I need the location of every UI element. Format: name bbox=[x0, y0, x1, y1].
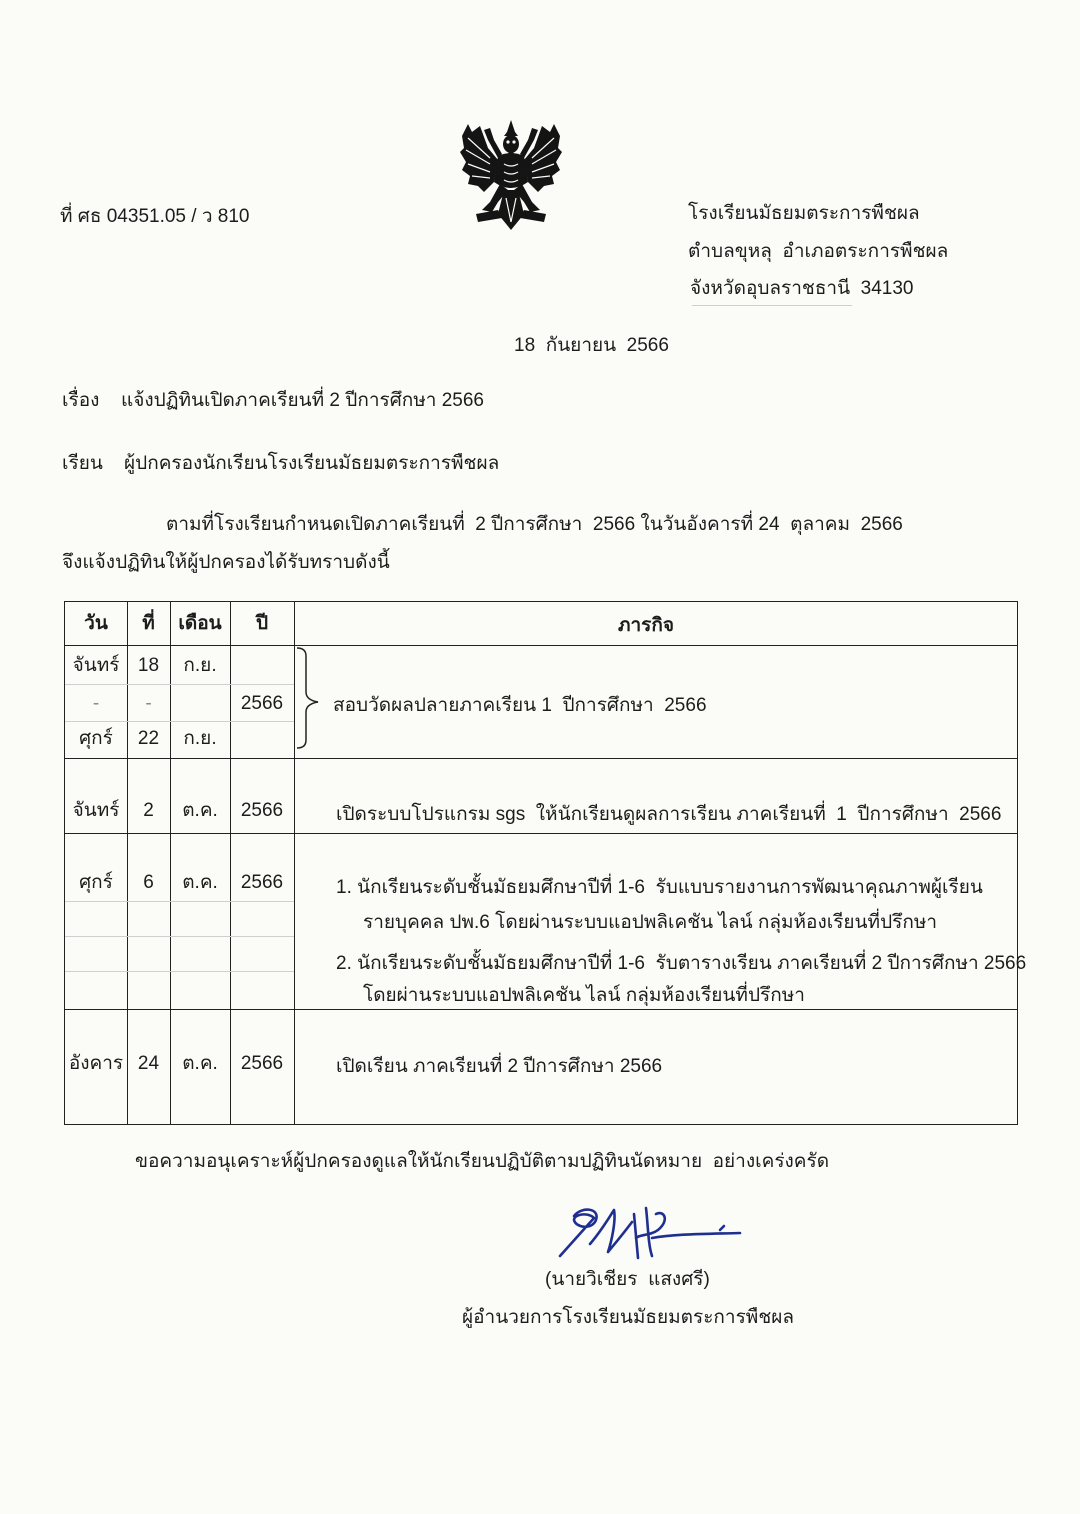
reference-number: ที่ ศธ 04351.05 / ว 810 bbox=[60, 206, 250, 227]
closing-text: ขอความอนุเคราะห์ผู้ปกครองดูแลให้นักเรียนปฏิบัติตามปฏิทินนัดหมาย อย่างเคร่งครัด bbox=[135, 1151, 830, 1172]
table-subrule bbox=[65, 971, 294, 972]
table-subrule bbox=[65, 901, 294, 902]
task-line: 2. นักเรียนระดับชั้นมัธยมศึกษาปีที่ 1-6 รับตารางเรียน ภาคเรียนที่ 2 ปีการศึกษา 2566 bbox=[336, 953, 1027, 974]
table-header-day: วัน bbox=[84, 613, 108, 634]
cell-year: 2566 bbox=[240, 1053, 284, 1074]
table-rule bbox=[170, 602, 171, 1124]
cell-month: ก.ย. bbox=[183, 728, 217, 749]
schedule-table bbox=[64, 601, 1027, 1125]
body-paragraph-line: จึงแจ้งปฏิทินให้ผู้ปกครองได้รับทราบดังนี้ bbox=[62, 552, 390, 573]
subject-label: เรื่อง bbox=[62, 390, 100, 411]
table-header-month: เดือน bbox=[178, 613, 222, 634]
subject-text: แจ้งปฏิทินเปิดภาคเรียนที่ 2 ปีการศึกษา 2566 bbox=[121, 390, 484, 411]
letter-date: 18 กันยายน 2566 bbox=[514, 335, 669, 356]
cell-day: จันทร์ bbox=[72, 800, 120, 821]
task-line: รายบุคคล ปพ.6 โดยผ่านระบบแอปพลิเคชัน ไลน์ กลุ่มห้องเรียนที่ปรึกษา bbox=[363, 912, 938, 933]
cell-month: ต.ค. bbox=[182, 1053, 218, 1074]
signatory-position: ผู้อำนวยการโรงเรียนมัธยมตระการพืชผล bbox=[462, 1307, 794, 1328]
table-rule bbox=[65, 833, 1017, 834]
table-rule bbox=[65, 758, 1017, 759]
cell-day: ศุกร์ bbox=[79, 728, 113, 749]
cell-date: 22 bbox=[137, 728, 160, 749]
table-subrule bbox=[65, 936, 294, 937]
task-line: เปิดระบบโปรแกรม sgs ให้นักเรียนดูผลการเรียน ภาคเรียนที่ 1 ปีการศึกษา 2566 bbox=[336, 804, 1002, 825]
cell-month: ต.ค. bbox=[182, 872, 218, 893]
table-rule bbox=[230, 602, 231, 1124]
sender-address-line: จังหวัดอุบลราชธานี 34130 bbox=[690, 278, 914, 299]
task-line: โดยผ่านระบบแอปพลิเคชัน ไลน์ กลุ่มห้องเรียนที่ปรึกษา bbox=[363, 985, 805, 1006]
table-subrule bbox=[65, 684, 294, 685]
garuda-emblem-icon bbox=[458, 118, 564, 238]
table-subrule bbox=[65, 721, 294, 722]
task-line: 1. นักเรียนระดับชั้นมัธยมศึกษาปีที่ 1-6 รับแบบรายงานการพัฒนาคุณภาพผู้เรียน bbox=[336, 877, 983, 898]
table-rule bbox=[127, 602, 128, 1124]
recipient-label: เรียน bbox=[62, 453, 103, 474]
address-underline bbox=[692, 305, 852, 306]
table-rule bbox=[65, 1009, 1017, 1010]
table-header-year: ปี bbox=[255, 613, 269, 634]
cell-date: 18 bbox=[137, 655, 160, 676]
body-paragraph-line: ตามที่โรงเรียนกำหนดเปิดภาคเรียนที่ 2 ปีการศึกษา 2566 ในวันอังคารที่ 24 ตุลาคม 2566 bbox=[166, 514, 903, 535]
cell-day: - bbox=[92, 693, 100, 714]
cell-day: จันทร์ bbox=[72, 655, 120, 676]
task-line: เปิดเรียน ภาคเรียนที่ 2 ปีการศึกษา 2566 bbox=[336, 1056, 663, 1077]
table-rule bbox=[65, 645, 1017, 646]
sender-address-line: โรงเรียนมัธยมตระการพืชผล bbox=[688, 203, 920, 224]
cell-month: ก.ย. bbox=[183, 655, 217, 676]
cell-year: 2566 bbox=[240, 693, 284, 714]
task-line: สอบวัดผลปลายภาคเรียน 1 ปีการศึกษา 2566 bbox=[333, 695, 707, 716]
signatory-name: (นายวิเชียร แสงศรี) bbox=[545, 1269, 710, 1290]
cell-year: 2566 bbox=[240, 872, 284, 893]
table-rule bbox=[294, 602, 295, 1124]
cell-date: 24 bbox=[137, 1053, 160, 1074]
signature bbox=[552, 1200, 747, 1262]
cell-year: 2566 bbox=[240, 800, 284, 821]
table-header-date: ที่ bbox=[142, 613, 155, 634]
recipient-text: ผู้ปกครองนักเรียนโรงเรียนมัธยมตระการพืชผล bbox=[124, 453, 500, 474]
brace-icon bbox=[296, 646, 324, 750]
cell-date: 6 bbox=[143, 872, 154, 893]
sender-address-line: ตำบลขุหลุ อำเภอตระการพืชผล bbox=[688, 241, 949, 262]
cell-date: 2 bbox=[143, 800, 154, 821]
cell-date: - bbox=[145, 693, 152, 714]
cell-day: อังคาร bbox=[68, 1053, 124, 1074]
cell-month: ต.ค. bbox=[182, 800, 218, 821]
table-header-task: ภารกิจ bbox=[617, 615, 675, 636]
cell-day: ศุกร์ bbox=[79, 872, 113, 893]
